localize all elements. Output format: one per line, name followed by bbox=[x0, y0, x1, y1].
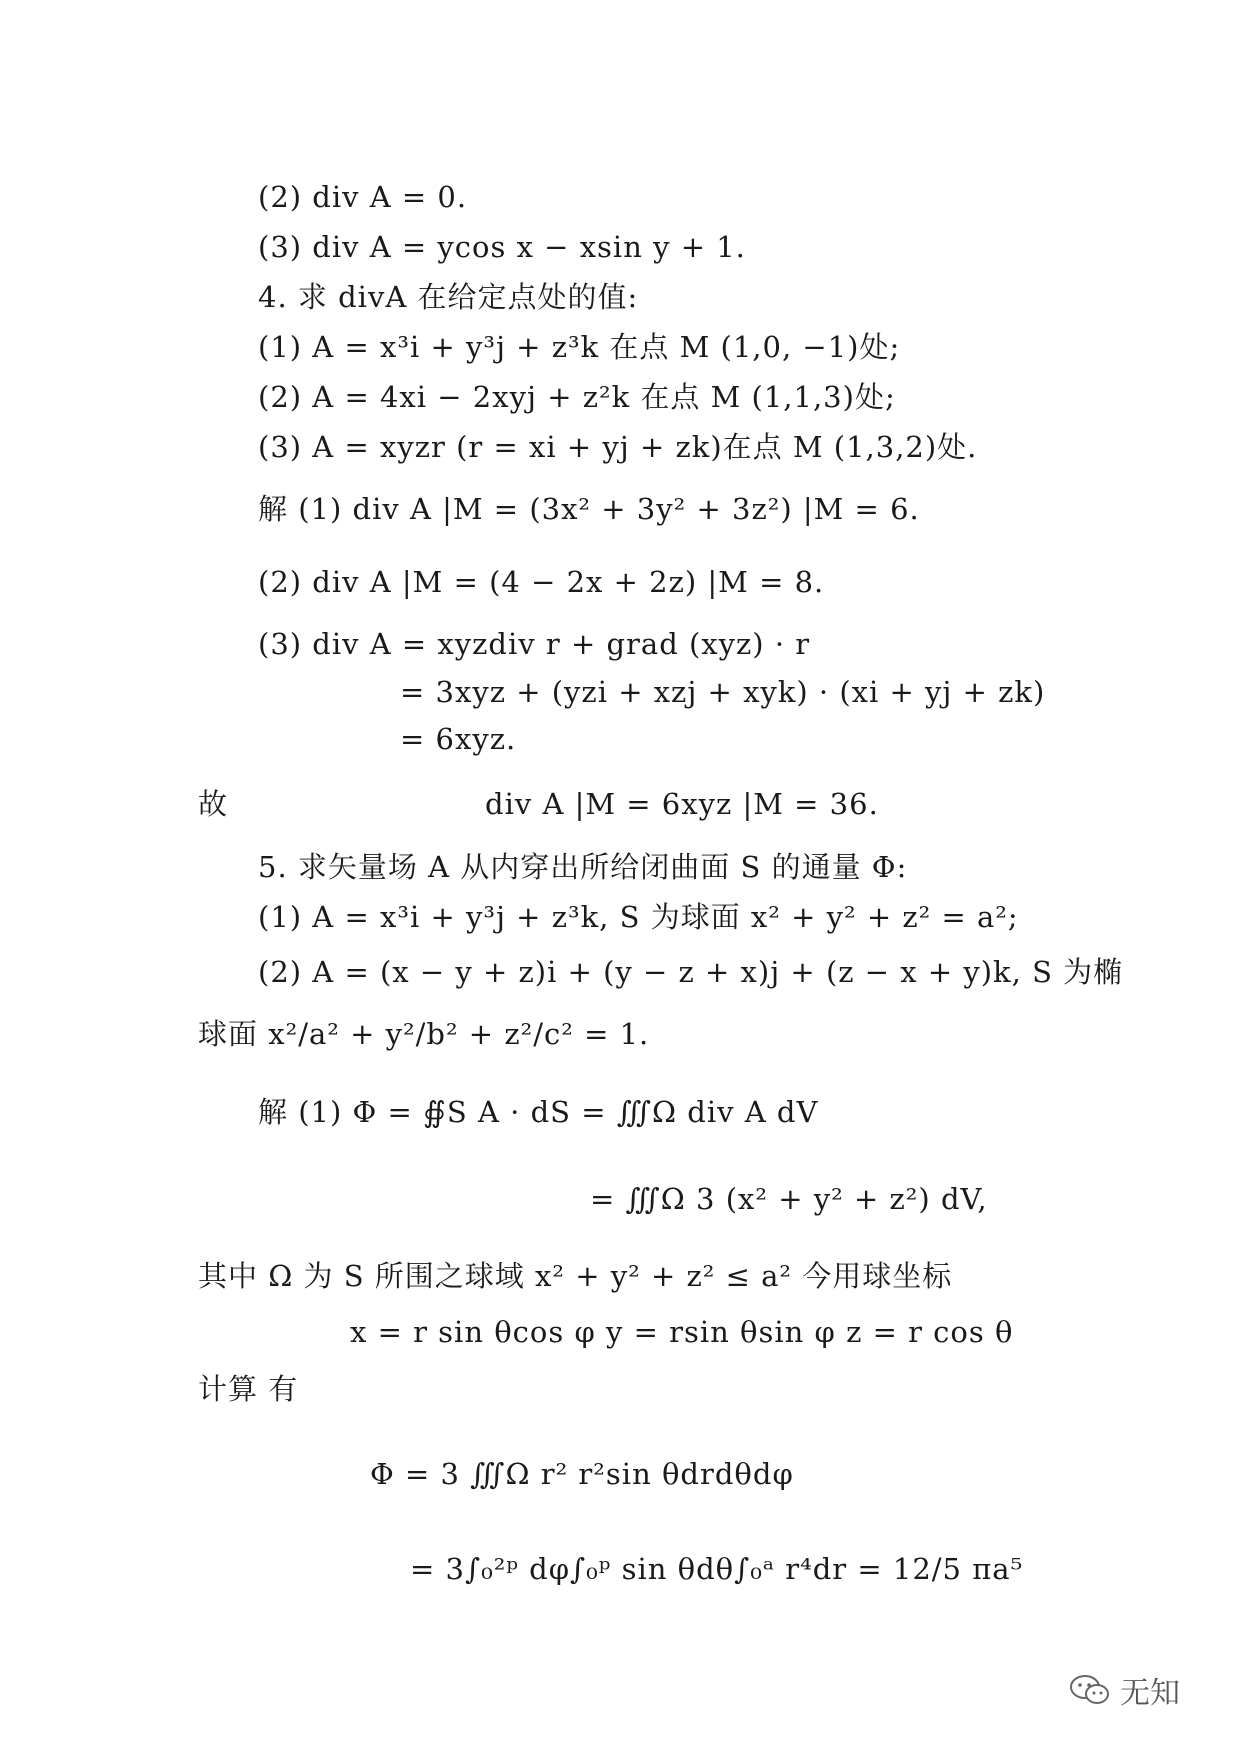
text-line: 其中 Ω 为 S 所围之球域 x² + y² + z² ≤ a² 今用球坐标 bbox=[198, 1259, 953, 1293]
text-line: (3) A = xyzr (r = xi + yj + zk)在点 M (1,3,2)处. bbox=[258, 430, 978, 464]
text-line: (2) A = 4xi − 2xyj + z²k 在点 M (1,1,3)处; bbox=[258, 380, 896, 414]
conclusion-label: 故 bbox=[198, 787, 229, 821]
watermark bbox=[1068, 1668, 1180, 1712]
formula-line: x = r sin θcos φ y = rsin θsin φ z = r cos θ bbox=[350, 1315, 1014, 1349]
solution-line: 解 (1) div A |M = (3x² + 3y² + 3z²) |M = 6. bbox=[258, 492, 920, 526]
solution-line: = ∭Ω 3 (x² + y² + z²) dV, bbox=[590, 1182, 988, 1216]
conclusion-line: div A |M = 6xyz |M = 36. bbox=[485, 787, 879, 821]
wechat-icon bbox=[1068, 1673, 1112, 1707]
formula-line: Φ = 3 ∭Ω r² r²sin θdrdθdφ bbox=[370, 1457, 794, 1491]
text-line: 4. 求 divA 在给定点处的值: bbox=[258, 280, 639, 314]
solution-line: = 6xyz. bbox=[400, 722, 517, 756]
solution-line: (3) div A = xyzdiv r + grad (xyz) · r bbox=[258, 627, 811, 661]
text-line: 计算 有 bbox=[198, 1372, 299, 1406]
text-line: (3) div A = ycos x − xsin y + 1. bbox=[258, 230, 746, 264]
text-line: (2) div A = 0. bbox=[258, 180, 468, 214]
solution-line: 解 (1) Φ = ∯S A · dS = ∭Ω div A dV bbox=[258, 1095, 819, 1129]
problem-heading: 5. 求矢量场 A 从内穿出所给闭曲面 S 的通量 Φ: bbox=[258, 850, 908, 884]
formula-line: = 3∫₀²ᵖ dφ∫₀ᵖ sin θdθ∫₀ᵃ r⁴dr = 12/5 πa⁵ bbox=[410, 1552, 1024, 1586]
text-line: (2) A = (x − y + z)i + (y − z + x)j + (z − x + y)k, S 为椭 bbox=[258, 955, 1124, 989]
solution-line: = 3xyz + (yzi + xzj + xyk) · (xi + yj + zk) bbox=[400, 675, 1046, 709]
text-line: (1) A = x³i + y³j + z³k, S 为球面 x² + y² + z² = a²; bbox=[258, 900, 1019, 934]
text-line: (1) A = x³i + y³j + z³k 在点 M (1,0, −1)处; bbox=[258, 330, 901, 364]
watermark-label: 无知 bbox=[1120, 1676, 1180, 1711]
text-line: 球面 x²/a² + y²/b² + z²/c² = 1. bbox=[198, 1017, 650, 1051]
solution-line: (2) div A |M = (4 − 2x + 2z) |M = 8. bbox=[258, 565, 825, 599]
